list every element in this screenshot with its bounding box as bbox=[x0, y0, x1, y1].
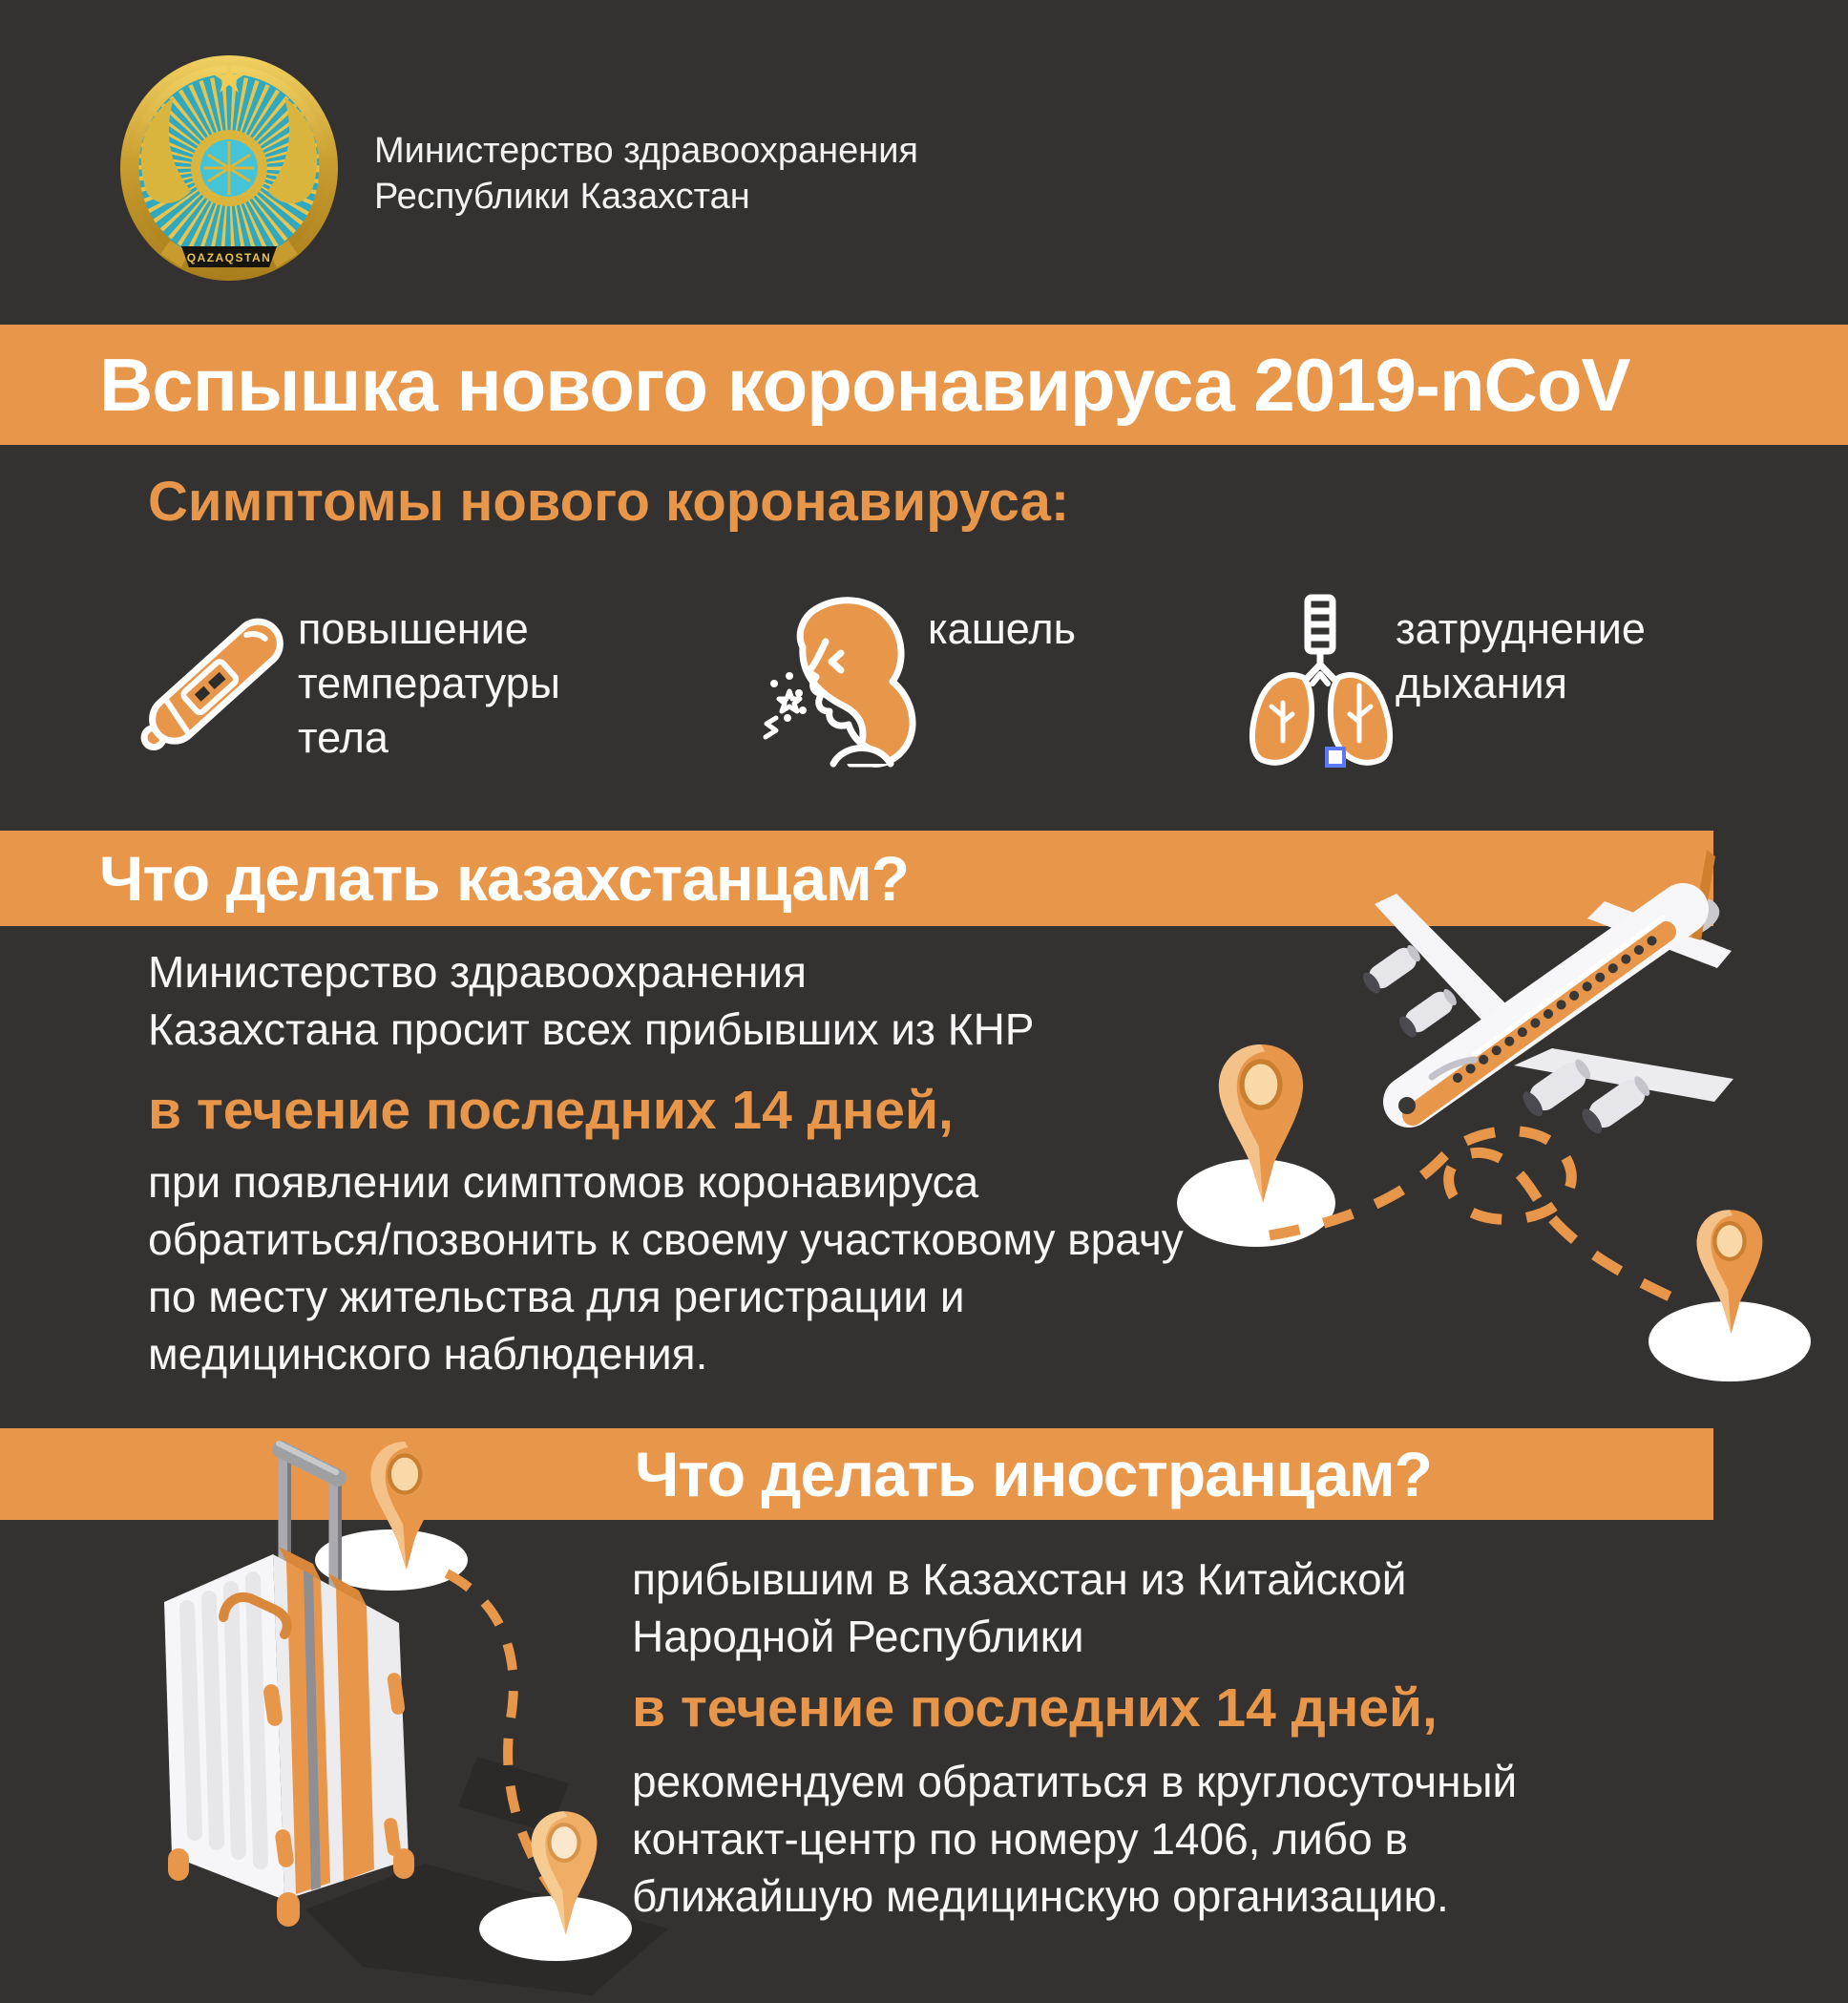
foreigners-body-line3: ближайшую медицинскую организацию. bbox=[632, 1871, 1449, 1921]
ministry-name-line1: Министерство здравоохранения bbox=[374, 131, 918, 171]
citizens-intro-line2: Казахстана просит всех прибывших из КНР bbox=[148, 1004, 1035, 1054]
page-title: Вспышка нового коронавируса 2019-nCoV bbox=[99, 343, 1630, 427]
foreigners-intro-line2: Народной Республики bbox=[632, 1612, 1084, 1661]
ministry-name bbox=[374, 128, 918, 220]
foreigners-intro bbox=[632, 1550, 1406, 1665]
kazakhstan-emblem-logo bbox=[115, 52, 344, 285]
foreigners-intro-line1: прибывшим в Казахстан из Китайской bbox=[632, 1554, 1407, 1604]
symptom-label-breathing: затруднение дыхания bbox=[1396, 604, 1646, 707]
lungs-icon bbox=[1224, 590, 1419, 776]
citizens-heading: Что делать казахстанцам? bbox=[99, 843, 910, 914]
symptom-label-fever: повышение температуры тела bbox=[298, 604, 561, 762]
suitcase-icon bbox=[164, 1444, 414, 1927]
ministry-name-line2: Республики Казахстан bbox=[374, 177, 750, 217]
symptom-label-cough: кашель bbox=[928, 604, 1077, 653]
foreigners-highlight: в течение последних 14 дней, bbox=[632, 1677, 1438, 1739]
foreigners-body-line1: рекомендуем обратиться в круглосуточный bbox=[632, 1757, 1518, 1806]
citizens-body-line2: обратиться/позвонить к своему участковому врачу bbox=[148, 1214, 1184, 1264]
citizens-body-line3: по месту жительства для регистрации и bbox=[148, 1272, 965, 1321]
suitcase-route-illustration bbox=[53, 1402, 741, 2003]
thermometer-icon bbox=[122, 590, 308, 776]
ground-spot-bottom bbox=[479, 1896, 632, 1961]
emblem-caption: QAZAQSTAN bbox=[186, 251, 272, 264]
selection-square-artifact bbox=[1327, 748, 1344, 766]
citizens-body-line4: медицинского наблюдения. bbox=[148, 1329, 708, 1379]
citizens-body-line1: при появлении симптомов коронавируса bbox=[148, 1157, 979, 1207]
coughing-person-icon bbox=[740, 584, 935, 780]
citizens-intro bbox=[148, 943, 1035, 1058]
foreigners-heading: Что делать иностранцам? bbox=[635, 1439, 1432, 1509]
citizens-highlight: в течение последних 14 дней, bbox=[148, 1080, 954, 1141]
citizens-intro-line1: Министерство здравоохранения bbox=[148, 947, 807, 997]
airplane-icon bbox=[1359, 840, 1733, 1137]
symptoms-heading: Симптомы нового коронавируса: bbox=[148, 471, 1070, 533]
citizens-body bbox=[148, 1153, 1184, 1382]
title-banner bbox=[0, 325, 1848, 445]
flight-route-dashed-path bbox=[1270, 1131, 1678, 1300]
foreigners-body-line2: контакт-центр по номеру 1406, либо в bbox=[632, 1814, 1408, 1864]
foreigners-body bbox=[632, 1753, 1517, 1925]
